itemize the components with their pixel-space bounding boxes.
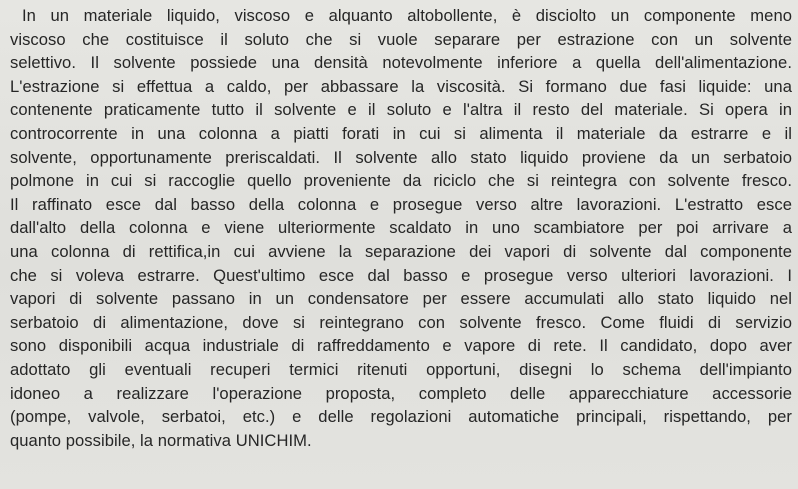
text-line: dall'alto della colonna e viene ulteriormente scaldato in uno scambiatore per poi arrivare a xyxy=(10,218,792,238)
text-line: solvente, opportunamente preriscaldati. Il solvente allo stato liquido proviene da un serbatoio xyxy=(10,147,792,167)
text-line: idoneo a realizzare l'operazione proposta, completo delle apparecchiature accessorie xyxy=(10,383,792,403)
text-line: L'estrazione si effettua a caldo, per abbassare la viscosità. Si formano due fasi liquide: una xyxy=(10,76,792,96)
text-line: controcorrente in una colonna a piatti forati in cui si alimenta il materiale da estrarre e il xyxy=(10,123,792,143)
text-line: quanto possibile, la normativa UNICHIM. xyxy=(10,430,312,450)
text-line: selettivo. Il solvente possiede una densità notevolmente inferiore a quella dell'alimentazione. xyxy=(10,53,792,73)
text-line: polmone in cui si raccoglie quello proveniente da riciclo che si reintegra con solvente fresco. xyxy=(10,171,792,191)
text-line: Il raffinato esce dal basso della colonna e prosegue verso altre lavorazioni. L'estratto esce xyxy=(10,194,792,214)
text-line: viscoso che costituisce il soluto che si vuole separare per estrazione con un solvente xyxy=(10,29,792,49)
text-line: (pompe, valvole, serbatoi, etc.) e delle regolazioni automatiche principali, rispettando, per xyxy=(10,407,792,427)
exam-text-paragraph xyxy=(10,4,792,452)
text-line: adottato gli eventuali recuperi termici ritenuti opportuni, disegni lo schema dell'impianto xyxy=(10,359,792,379)
text-line: contenente praticamente tutto il solvente e il soluto e l'altra il resto del materiale. Si opera in xyxy=(10,100,792,120)
text-line: sono disponibili acqua industriale di raffreddamento e vapore di rete. Il candidato, dopo aver xyxy=(10,336,792,356)
text-line: una colonna di rettifica,in cui avviene la separazione dei vapori di solvente dal componente xyxy=(10,241,792,261)
text-line: In un materiale liquido, viscoso e alquanto altobollente, è disciolto un componente meno xyxy=(22,6,792,25)
text-line: che si voleva estrarre. Quest'ultimo esce dal basso e prosegue verso ulteriori lavorazioni. I xyxy=(10,265,792,285)
text-line: vapori di solvente passano in un condensatore per essere accumulati allo stato liquido nel xyxy=(10,289,792,309)
text-line: serbatoio di alimentazione, dove si reintegrano con solvente fresco. Come fluidi di servizio xyxy=(10,312,792,332)
